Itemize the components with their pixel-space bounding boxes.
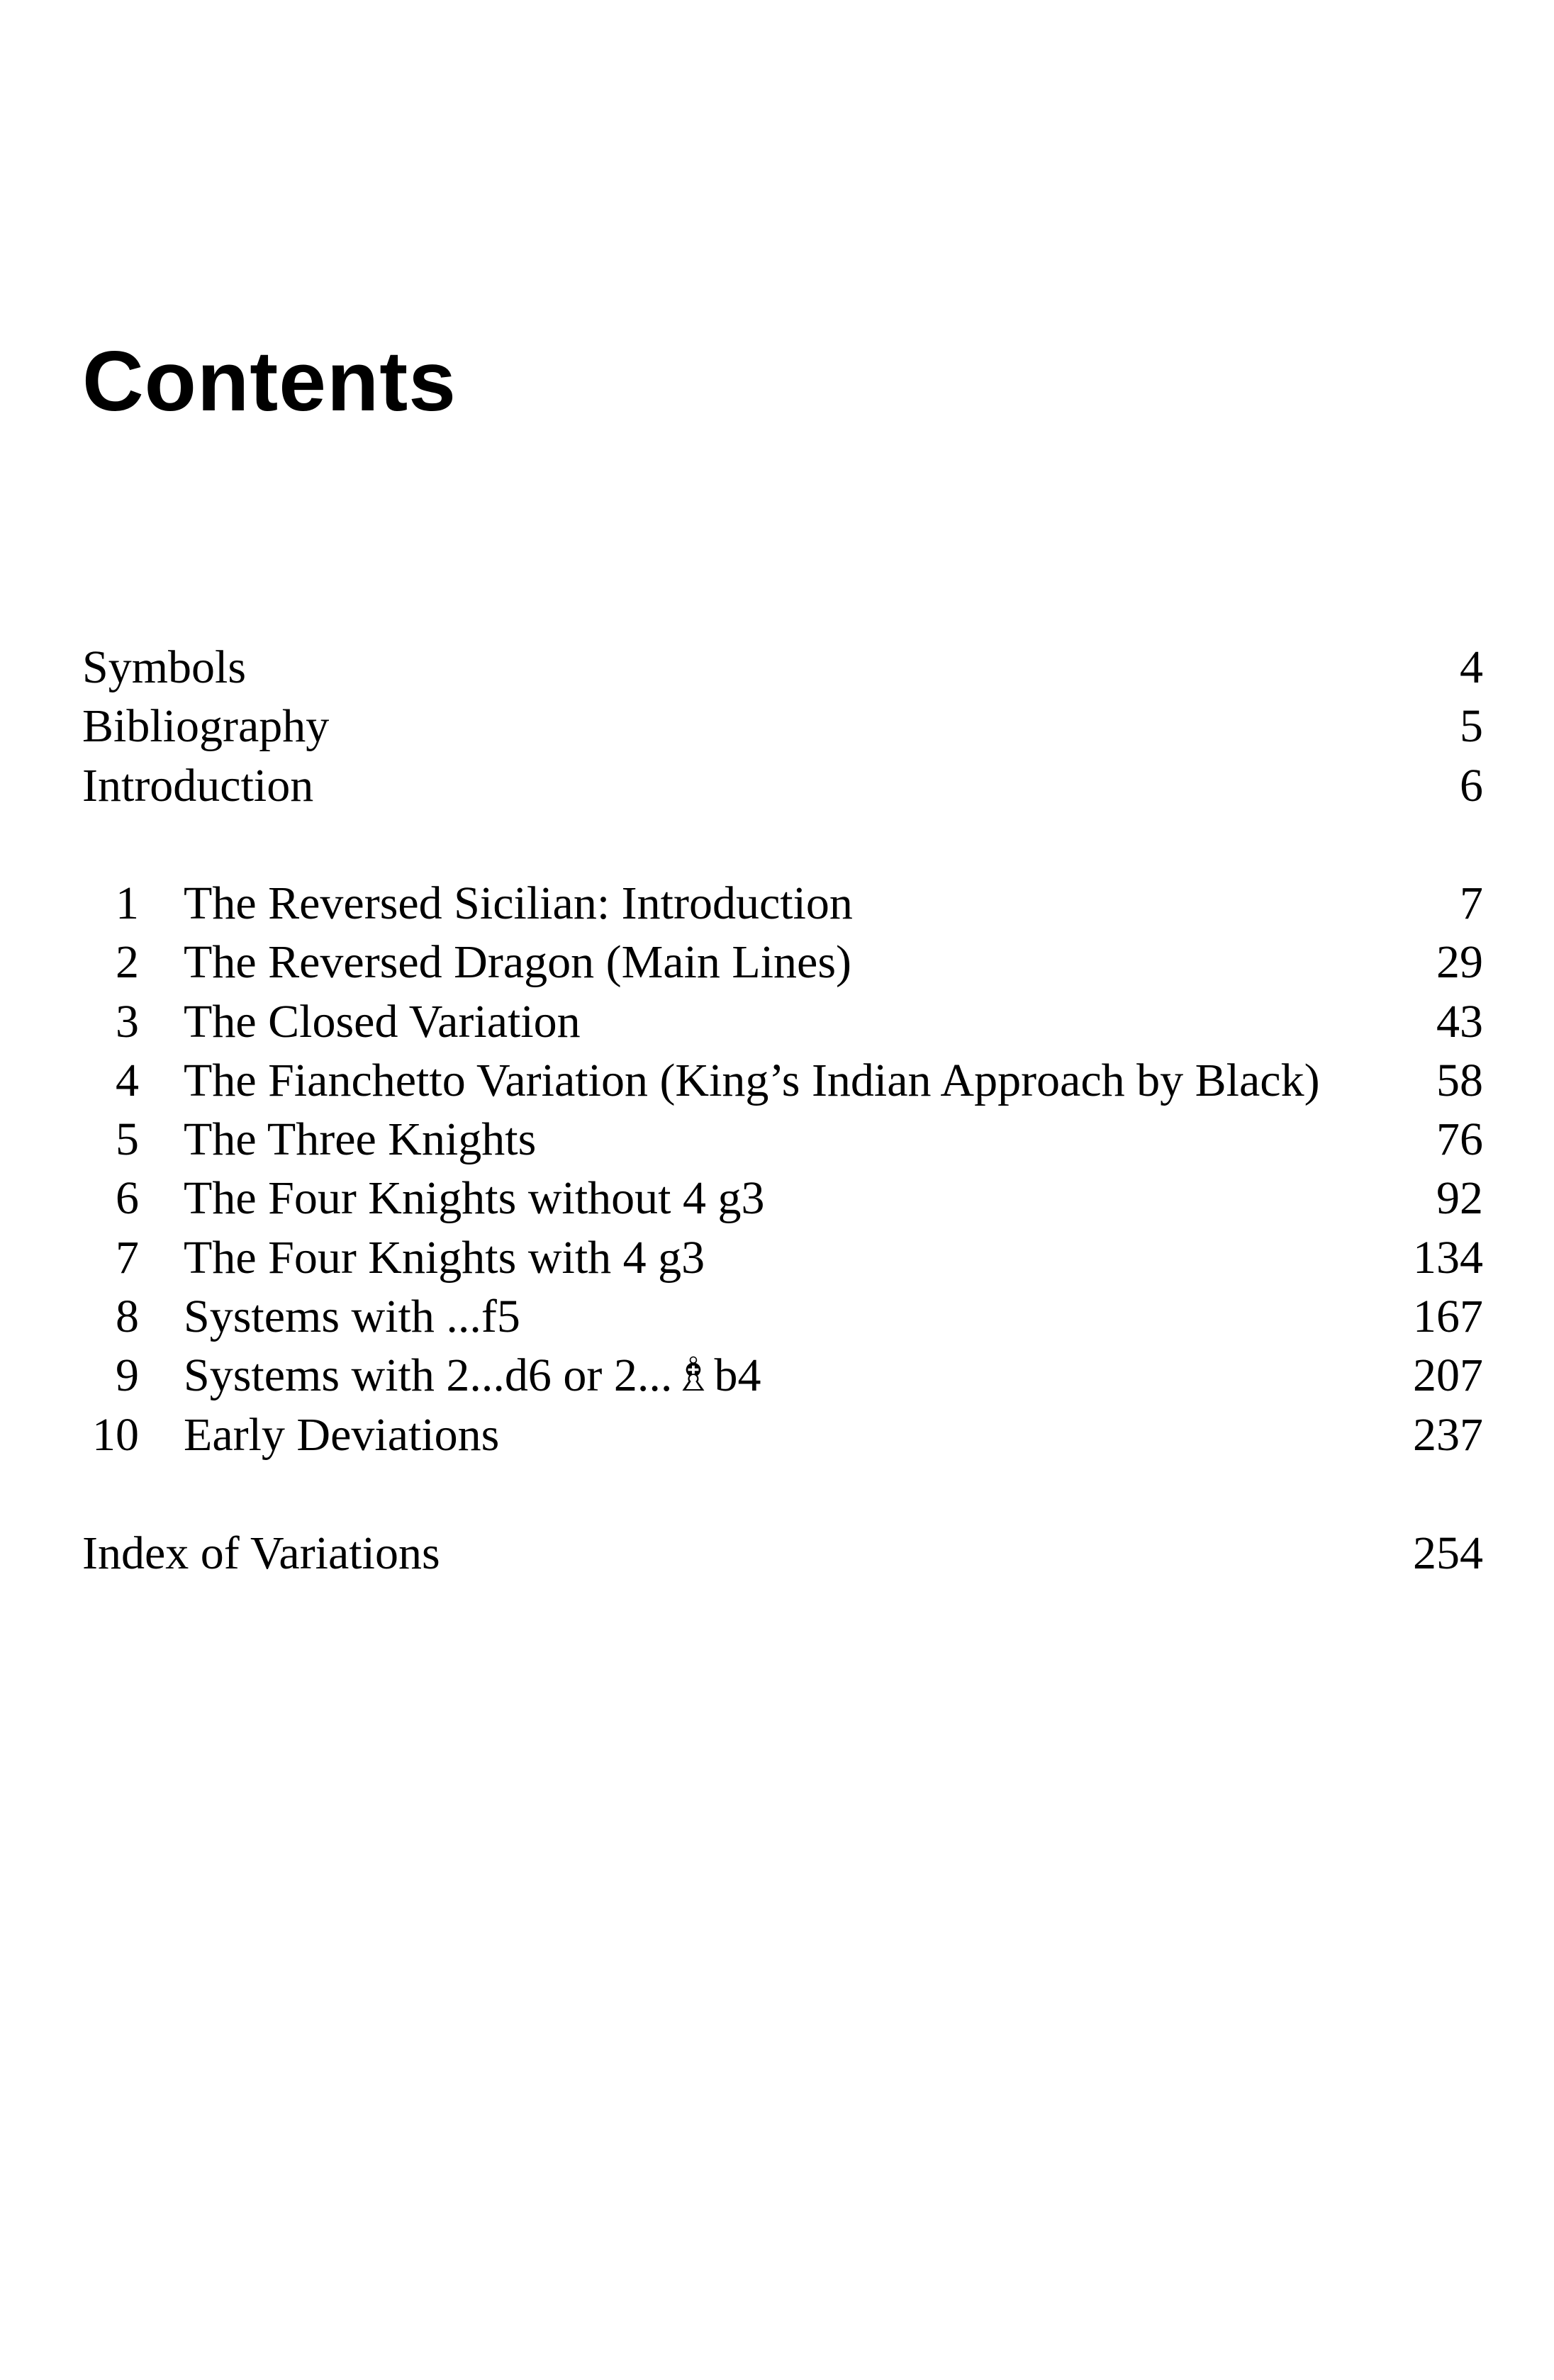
back-matter-list bbox=[82, 1524, 1483, 1583]
chapter-number: 5 bbox=[116, 1113, 139, 1166]
toc-entry-index-of-variations[interactable] bbox=[82, 1524, 1483, 1583]
toc-entry-page: 254 bbox=[1413, 1527, 1483, 1579]
toc-entry-page: 4 bbox=[1460, 641, 1483, 693]
chapter-page: 237 bbox=[1413, 1408, 1483, 1461]
chapter-title: The Three Knights bbox=[184, 1113, 537, 1166]
chapter-title: The Four Knights with 4 g3 bbox=[184, 1231, 705, 1284]
toc-chapter-4[interactable] bbox=[82, 1051, 1483, 1110]
toc-entry-introduction[interactable] bbox=[82, 756, 1483, 815]
chapter-page: 92 bbox=[1436, 1172, 1483, 1225]
toc-entry-label: Introduction bbox=[82, 759, 314, 812]
chapter-title: Early Deviations bbox=[184, 1408, 500, 1461]
toc-chapter-8[interactable] bbox=[82, 1287, 1483, 1346]
chapter-page: 43 bbox=[1436, 995, 1483, 1048]
chapter-page: 134 bbox=[1413, 1231, 1483, 1284]
chapter-page: 58 bbox=[1436, 1054, 1483, 1106]
toc-chapter-6[interactable] bbox=[82, 1169, 1483, 1228]
chapter-number: 6 bbox=[116, 1172, 139, 1225]
chapter-number: 8 bbox=[116, 1291, 139, 1343]
toc-entry-label: Bibliography bbox=[82, 700, 330, 753]
chapter-number: 7 bbox=[116, 1231, 139, 1284]
chapter-title: The Fianchetto Variation (King’s Indian Approach by Black) bbox=[184, 1054, 1320, 1106]
chapter-page: 167 bbox=[1413, 1291, 1483, 1343]
page-title: Contents bbox=[82, 334, 457, 429]
chapter-page: 29 bbox=[1436, 936, 1483, 989]
toc-entry-symbols[interactable] bbox=[82, 638, 1483, 697]
toc-entry-label: Symbols bbox=[82, 641, 247, 693]
chapter-title: The Reversed Dragon (Main Lines) bbox=[184, 936, 852, 989]
chapter-page: 76 bbox=[1436, 1113, 1483, 1166]
chapter-list bbox=[82, 874, 1483, 1464]
chapter-title: The Four Knights without 4 g3 bbox=[184, 1172, 765, 1225]
toc-chapter-7[interactable] bbox=[82, 1228, 1483, 1287]
toc-chapter-2[interactable] bbox=[82, 933, 1483, 992]
chapter-number: 2 bbox=[116, 936, 139, 989]
toc-entry-page: 5 bbox=[1460, 700, 1483, 753]
chapter-number: 4 bbox=[116, 1054, 139, 1106]
chapter-number: 10 bbox=[92, 1408, 139, 1461]
chapter-title: The Reversed Sicilian: Introduction bbox=[184, 877, 853, 929]
toc-chapter-3[interactable] bbox=[82, 992, 1483, 1051]
chapter-page: 207 bbox=[1413, 1349, 1483, 1402]
chapter-page: 7 bbox=[1460, 877, 1483, 929]
toc-chapter-10[interactable] bbox=[82, 1405, 1483, 1464]
toc-entry-bibliography[interactable] bbox=[82, 697, 1483, 756]
toc-entry-page: 6 bbox=[1460, 759, 1483, 812]
chapter-title: Systems with 2...d6 or 2...♗b4 bbox=[184, 1349, 761, 1402]
toc-chapter-5[interactable] bbox=[82, 1110, 1483, 1169]
chapter-title: Systems with ...f5 bbox=[184, 1291, 520, 1343]
chapter-number: 1 bbox=[116, 877, 139, 929]
chapter-title: The Closed Variation bbox=[184, 995, 581, 1048]
toc-chapter-1[interactable] bbox=[82, 874, 1483, 933]
chapter-number: 9 bbox=[116, 1349, 139, 1402]
toc-entry-label: Index of Variations bbox=[82, 1527, 440, 1579]
toc-chapter-9[interactable] bbox=[82, 1346, 1483, 1405]
front-matter-list bbox=[82, 638, 1483, 815]
chapter-number: 3 bbox=[116, 995, 139, 1048]
